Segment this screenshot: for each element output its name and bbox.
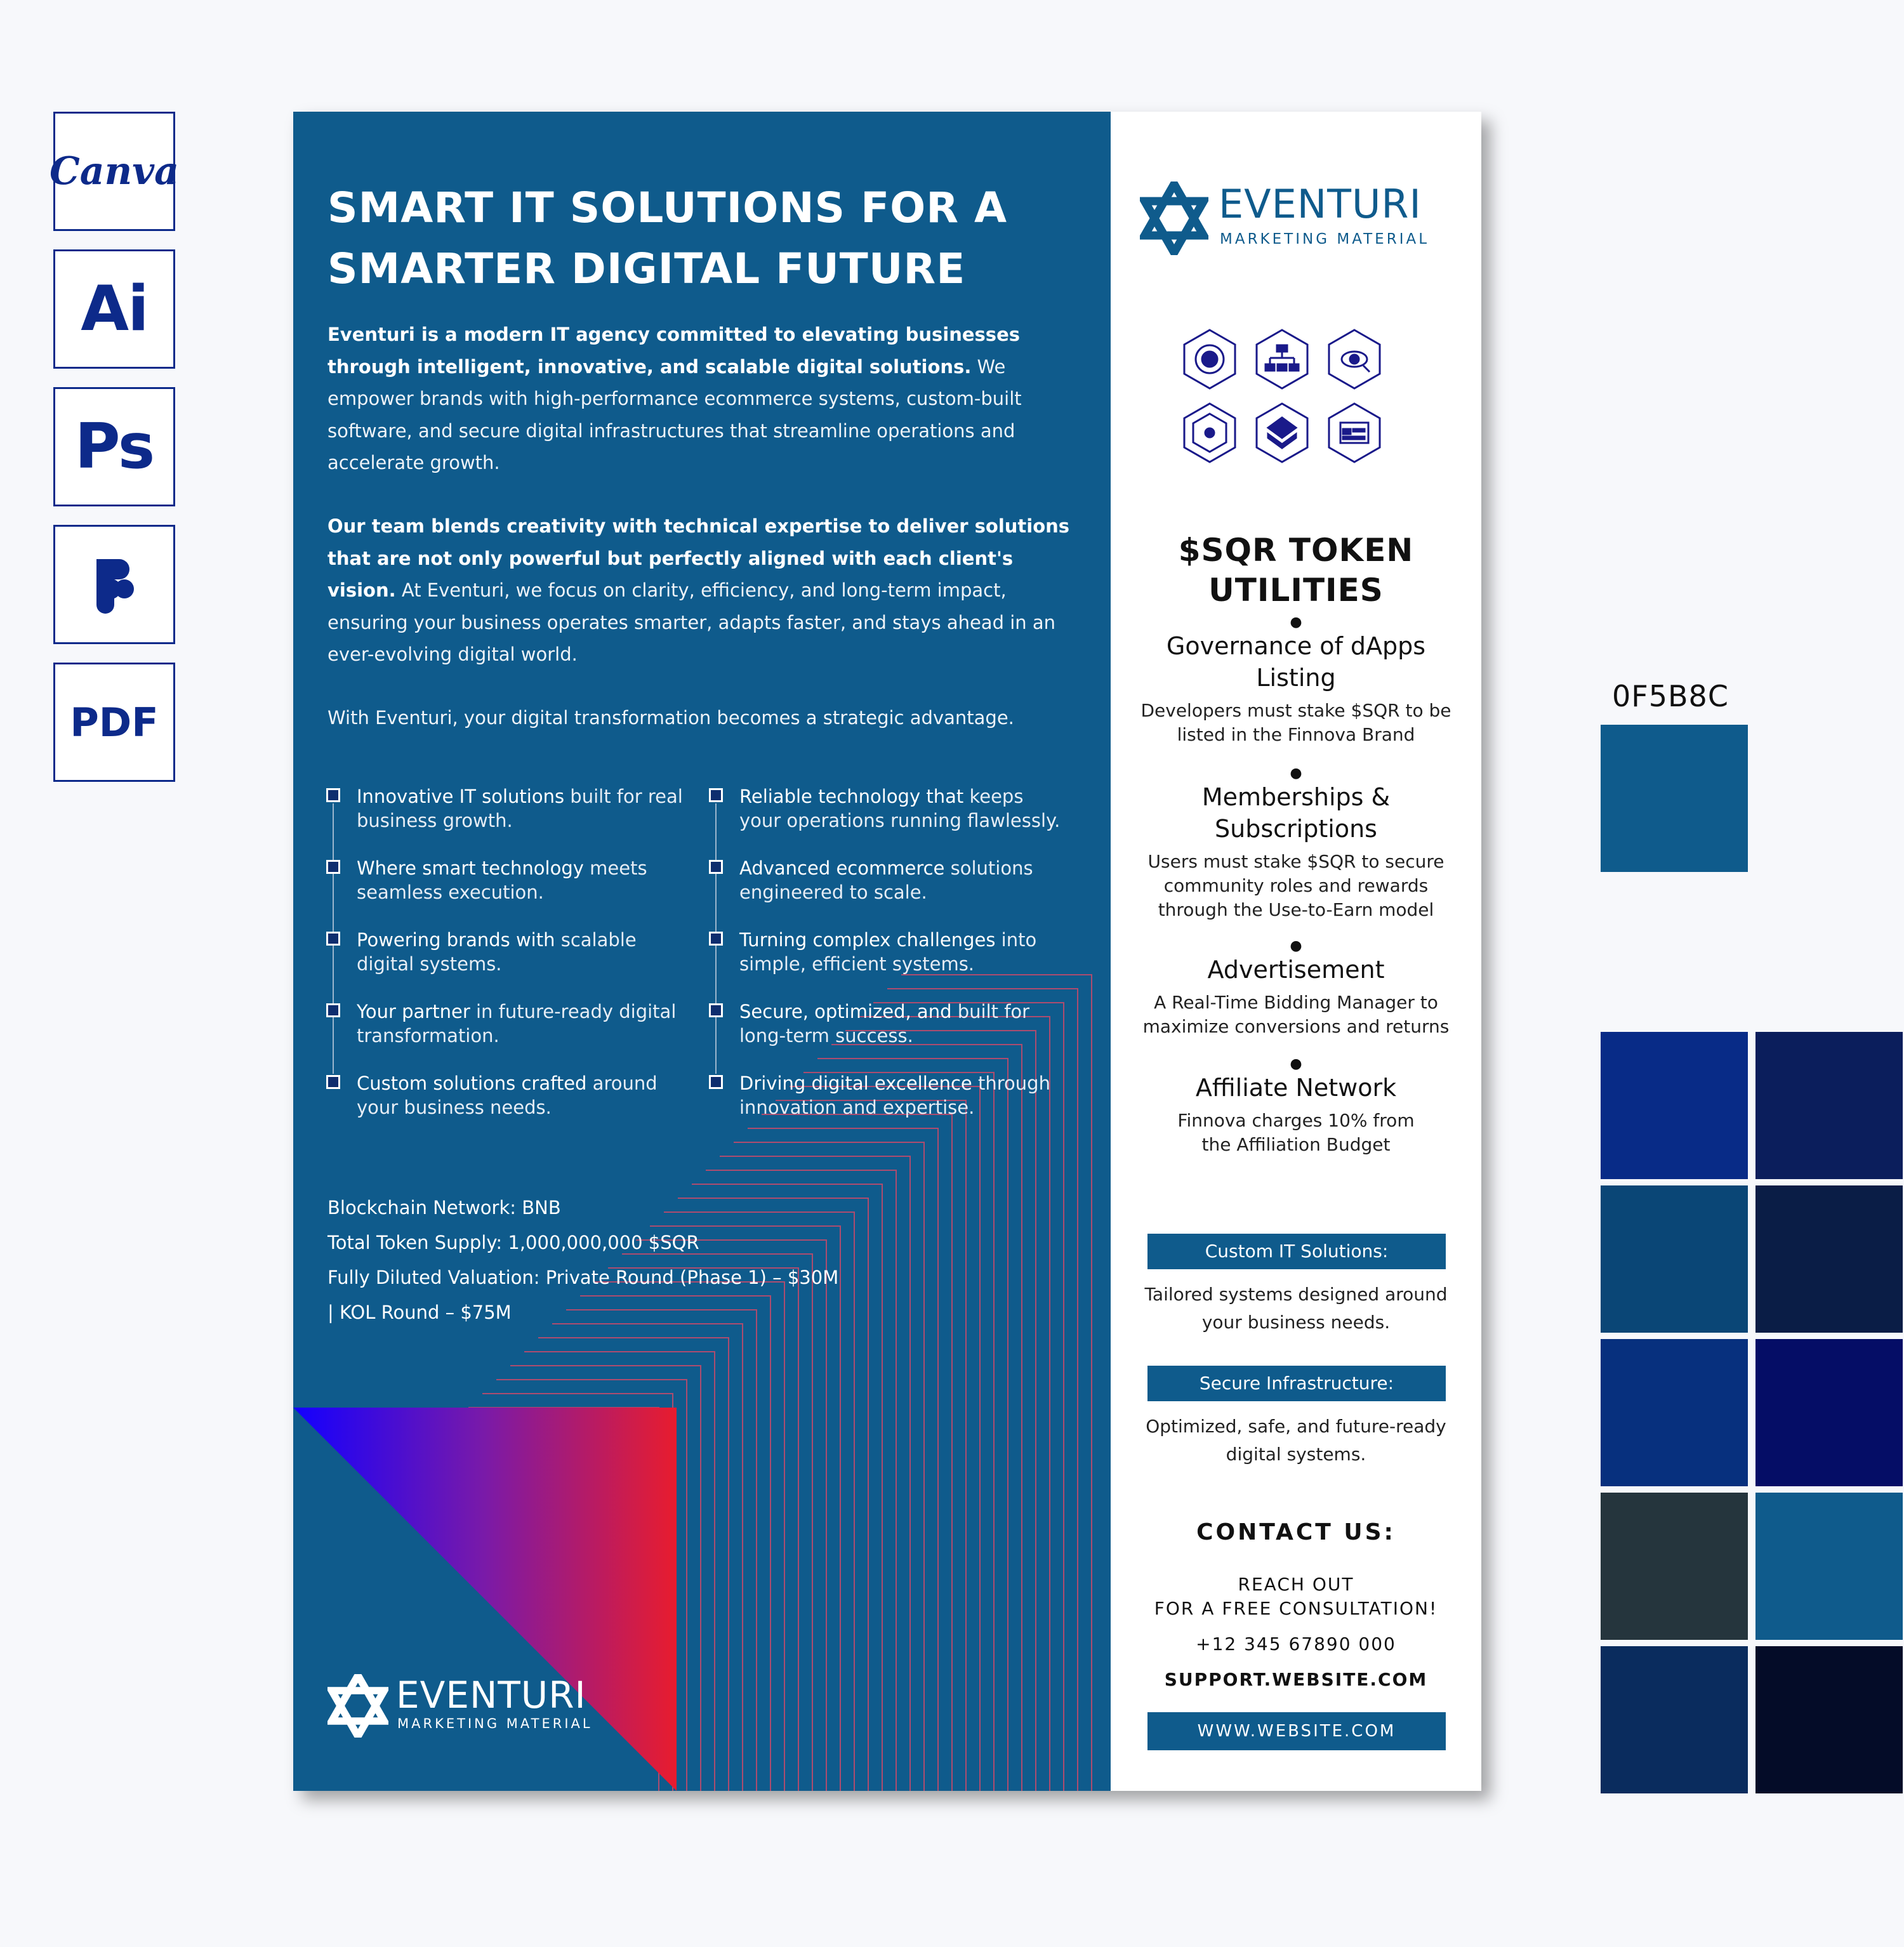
spec-supply: Total Token Supply: 1,000,000,000 $SQR bbox=[327, 1232, 699, 1253]
reach-out-line: REACH OUT bbox=[1238, 1574, 1354, 1595]
intro-paragraph bbox=[327, 319, 1070, 479]
hero-title bbox=[327, 178, 1076, 300]
checkbox-icon bbox=[709, 788, 723, 802]
closing-paragraph: With Eventuri, your digital transformation becomes a strategic advantage. bbox=[327, 707, 1014, 729]
color-swatch bbox=[1755, 1339, 1903, 1486]
contact-title: CONTACT US: bbox=[1196, 1519, 1396, 1545]
color-swatch bbox=[1755, 1185, 1903, 1333]
target-icon bbox=[1184, 330, 1235, 388]
illustrator-logo: Ai bbox=[81, 273, 148, 345]
color-swatch bbox=[1755, 878, 1903, 1026]
brand-name: EVENTURI bbox=[1219, 181, 1422, 227]
flyer bbox=[293, 112, 1481, 1791]
star-logo-icon bbox=[327, 1674, 388, 1738]
brand-subtitle: MARKETING MATERIAL bbox=[397, 1716, 593, 1731]
secure-infra-desc: Optimized, safe, and future-ready digital systems. bbox=[1146, 1416, 1446, 1465]
pdf-badge bbox=[53, 663, 175, 782]
bullet-icon: ● bbox=[1290, 1056, 1302, 1072]
custom-solutions-label: Custom IT Solutions: bbox=[1147, 1234, 1446, 1269]
color-swatch bbox=[1601, 1185, 1748, 1333]
spec-kol-round: | KOL Round – $75M bbox=[327, 1302, 512, 1323]
checkbox-icon bbox=[326, 932, 340, 946]
color-swatch bbox=[1755, 1646, 1903, 1793]
checkbox-icon bbox=[709, 1075, 723, 1089]
consultation-line: FOR A FREE CONSULTATION! bbox=[1154, 1598, 1438, 1619]
checkbox-icon bbox=[326, 1075, 340, 1089]
color-swatch bbox=[1755, 1032, 1903, 1179]
intro-rest: We empower brands with high-performance ecommerce systems, custom-built software, and secure digital infrastructures that streamline operations and accelerate growth. bbox=[327, 355, 1022, 473]
brand-subtitle: MARKETING MATERIAL bbox=[1220, 231, 1430, 248]
photoshop-badge bbox=[53, 387, 175, 506]
checkbox-icon bbox=[326, 860, 340, 874]
brand-name: EVENTURI bbox=[396, 1673, 586, 1717]
checkbox-icon bbox=[709, 1003, 723, 1017]
color-swatch bbox=[1755, 1493, 1903, 1640]
color-swatch bbox=[1755, 725, 1903, 872]
utility-item: ● Memberships & Subscriptions Users must stake $SQR to secure community roles and rewards through the Use-to-Earn model bbox=[1123, 765, 1469, 922]
figma-icon bbox=[89, 553, 140, 616]
utility-item: ● Affiliate Network Finnova charges 10% from the Affiliation Budget bbox=[1123, 1056, 1469, 1157]
utility-item: ● Governance of dApps Listing Developers must stake $SQR to be listed in the Finnova Brand bbox=[1123, 614, 1469, 747]
star-logo-icon bbox=[1140, 182, 1208, 255]
website-link[interactable]: WWW.WEBSITE.COM bbox=[1147, 1712, 1446, 1750]
service-icons-grid bbox=[1180, 327, 1409, 480]
color-swatch bbox=[1601, 1339, 1748, 1486]
custom-solutions-desc: Tailored systems designed around your business needs. bbox=[1144, 1284, 1448, 1333]
utility-item: ● Advertisement A Real-Time Bidding Manager to maximize conversions and returns bbox=[1123, 938, 1469, 1039]
flyer-right-panel bbox=[1111, 112, 1481, 1791]
checkbox-icon bbox=[709, 932, 723, 946]
network-icon bbox=[1184, 404, 1235, 462]
color-swatch bbox=[1601, 878, 1748, 1026]
team-rest: At Eventuri, we focus on clarity, efficiency, and long-term impact, ensuring your business operates smarter, adapts faster, and stays ahead in an ever-evolving digital world. bbox=[327, 579, 1056, 665]
brand-logo-top bbox=[1140, 182, 1457, 264]
color-swatch bbox=[1601, 1032, 1748, 1179]
intro-bold: Eventuri is a modern IT agency committed to elevating businesses through intelligent, innovative, and scalable digital solutions. bbox=[327, 324, 1020, 378]
eye-search-icon bbox=[1329, 330, 1380, 388]
sitemap-icon bbox=[1257, 330, 1307, 388]
color-swatch bbox=[1601, 1646, 1748, 1793]
checkbox-icon bbox=[709, 860, 723, 874]
utilities-title: $SQR TOKEN UTILITIES bbox=[1178, 532, 1414, 609]
figma-badge bbox=[53, 525, 175, 644]
checkbox-icon bbox=[326, 788, 340, 802]
bullet-icon: ● bbox=[1290, 614, 1302, 630]
bullet-icon: ● bbox=[1290, 765, 1302, 781]
hero-title-line-1: SMART IT SOLUTIONS FOR A bbox=[327, 183, 1008, 232]
palette-hex-label: 0F5B8C bbox=[1612, 679, 1729, 713]
checkbox-icon bbox=[326, 1003, 340, 1017]
brand-logo-bottom bbox=[327, 1674, 607, 1744]
hero-title-line-2: SMARTER DIGITAL FUTURE bbox=[327, 244, 966, 293]
dashboard-icon bbox=[1329, 404, 1380, 462]
token-specs bbox=[327, 1191, 838, 1330]
pdf-logo: PDF bbox=[70, 699, 159, 746]
photoshop-logo: Ps bbox=[74, 411, 154, 483]
canva-logo: Canva bbox=[50, 149, 179, 194]
color-swatch bbox=[1601, 725, 1748, 872]
phone-number: +12 345 67890 000 bbox=[1196, 1634, 1396, 1654]
spec-valuation: Fully Diluted Valuation: Private Round (Phase 1) – $30M bbox=[327, 1267, 839, 1288]
secure-infra-label: Secure Infrastructure: bbox=[1147, 1366, 1446, 1401]
file-format-badges bbox=[50, 112, 179, 800]
bullet-icon: ● bbox=[1290, 938, 1302, 954]
color-swatch bbox=[1601, 1800, 1748, 1947]
layers-icon bbox=[1257, 404, 1307, 462]
team-bold: Our team blends creativity with technical expertise to deliver solutions that are not only powerful but perfectly aligned with each client's vision. bbox=[327, 515, 1070, 601]
spec-network: Blockchain Network: BNB bbox=[327, 1197, 561, 1218]
color-swatch bbox=[1601, 1493, 1748, 1640]
email-address: SUPPORT.WEBSITE.COM bbox=[1164, 1669, 1428, 1690]
canva-badge bbox=[50, 112, 179, 231]
illustrator-badge bbox=[53, 249, 175, 369]
flyer-left-panel: SMART IT SOLUTIONS FOR A SMARTER DIGITAL FUTURE Eventuri is a modern IT agency committed to elevating businesses through intelligent, innovative, and scalable digital solutions. We empower brands with high-performance ecommerce systems, custom-built software, and secure digital infrastructures that streamline operations and accelerate growth. Our team blends creativity with technical expertise to deliver solutions that are not only powerful but perfectly aligned with each client's vision. At Eventuri, we focus on clarity, efficiency, and long-term impact, ensuring your business operates smarter, adapts faster, and stays ahead in an ever-evolving digital world. With Eventuri, your digital transformation becomes a strategic advantage. Innovative IT solutions built for real business growth. Where smart technology meets seamless execution. Powering brands with scalable digital systems. Your partner in future-ready digital transformation. Custom solutions crafted around your business needs. Reliable technology that keeps your operations running flawlessly. Advanced ecommerce solutions engineered to scale. Turning complex challenges into simple, efficient systems. Secure, optimized, and built for long-term success. Driving digital excellence through innovation and expertise. Blockchain Network: BNB Total Token Supply: 1,000,000,000 $SQR Fully Diluted Valuation: Private Round (Phase 1) – $30M | KOL Round – $75M EVENTURI MARKETING MATERIAL bbox=[293, 112, 1111, 1791]
team-paragraph bbox=[327, 510, 1070, 671]
